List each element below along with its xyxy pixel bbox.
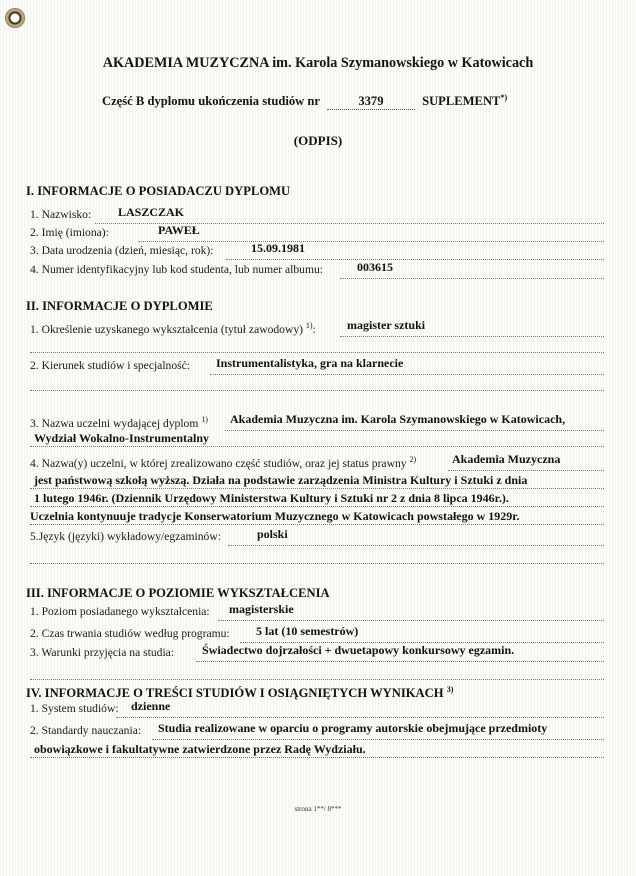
qualification-label-text: 1. Określenie uzyskanego wykształcenia (tytuł zawodowy): [30, 322, 304, 336]
field-of-study-value: Instrumentalistyka, gra na klarnecie: [216, 356, 404, 370]
section-4-heading: [26, 685, 453, 701]
dob-label: 3. Data urodzenia (dzień, miesiąc, rok):: [30, 244, 214, 257]
institution-title: AKADEMIA MUZYCZNA im. Karola Szymanowskiego w Katowicach: [102, 55, 534, 71]
copy-label: (ODPIS): [293, 133, 343, 148]
study-system-label: 1. System studiów:: [30, 702, 119, 715]
studied-at-label: [30, 455, 416, 470]
page-number: strona 1**/ 8***: [294, 805, 342, 813]
issuer-label: [30, 415, 208, 430]
admission-value: Świadectwo dojrzałości + dwuetapowy konkursowy egzamin.: [202, 643, 515, 657]
section-4-footnote-mark: 3): [446, 685, 454, 694]
section-2-heading: II. INFORMACJE O DYPLOMIE: [26, 299, 213, 313]
qualification-value: magister sztuki: [347, 318, 426, 332]
student-id-label: 4. Numer identyfikacyjny lub kod studenta, lub numer albumu:: [30, 263, 324, 276]
qualification-label: [30, 321, 316, 336]
studied-at-line-1: Akademia Muzyczna: [452, 452, 561, 466]
binder-hole: [5, 8, 25, 28]
duration-label: 2. Czas trwania studiów według programu:: [30, 627, 230, 640]
studied-at-line-4: Uczelnia kontynuuje tradycje Konserwatorium Muzycznego w Katowicach powstałego w 1929r.: [30, 509, 520, 523]
surname-label: 1. Nazwisko:: [30, 208, 92, 221]
surname-value: LASZCZAK: [118, 205, 185, 219]
suplement-label: SUPLEMENT: [422, 94, 501, 109]
diploma-prefix: Część B dyplomu ukończenia studiów nr: [102, 94, 320, 109]
diploma-number-line: [102, 93, 507, 110]
issuer-line-1: Akademia Muzyczna im. Karola Szymanowskiego w Katowicach,: [230, 412, 566, 426]
section-4-heading-text: IV. INFORMACJE O TREŚCI STUDIÓW I OSIĄGNIĘTYCH WYNIKACH: [26, 686, 444, 701]
language-value: polski: [257, 527, 288, 541]
suplement-footnote-mark: *): [500, 93, 508, 102]
student-id-value: 003615: [357, 260, 393, 274]
studied-at-label-text: 4. Nazwa(y) uczelni, w której zrealizowano część studiów, oraz jej status prawny: [30, 456, 407, 470]
teaching-standards-line-2: obowiązkowe i fakultatywne zatwierdzone przez Radę Wydziału.: [34, 742, 366, 756]
diploma-number: 3379: [327, 94, 415, 110]
dob-value: 15.09.1981: [251, 241, 305, 255]
education-level-value: magisterskie: [229, 602, 294, 616]
issuer-label-text: 3. Nazwa uczelni wydającej dyplom: [30, 416, 199, 430]
section-1-heading: I. INFORMACJE O POSIADACZU DYPLOMU: [26, 184, 291, 198]
qualification-footnote-mark: 1): [305, 321, 313, 330]
studied-at-line-2: jest państwową szkołą wyższą. Działa na podstawie zarządzenia Ministra Kultury i Sztuki z dnia: [34, 473, 528, 487]
teaching-standards-line-1: Studia realizowane w oparciu o programy autorskie obejmujące przedmioty: [158, 721, 548, 735]
teaching-standards-label: 2. Standardy nauczania:: [30, 724, 142, 737]
firstname-label: 2. Imię (imiona):: [30, 226, 109, 239]
admission-label: 3. Warunki przyjęcia na studia:: [30, 646, 175, 659]
studied-at-line-3: 1 lutego 1946r. (Dziennik Urzędowy Ministerstwa Kultury i Sztuki nr 2 z dnia 8 lipca 1946r.).: [34, 491, 509, 505]
issuer-line-2: Wydział Wokalno-Instrumentalny: [34, 431, 210, 445]
language-label: 5.Język (języki) wykładowy/egzaminów:: [30, 530, 221, 543]
field-of-study-label: 2. Kierunek studiów i specjalność:: [30, 359, 191, 372]
duration-value: 5 lat (10 semestrów): [256, 624, 359, 638]
studied-at-footnote-mark: 2): [409, 455, 417, 464]
qualification-colon: :: [312, 322, 316, 336]
education-level-label: 1. Poziom posiadanego wykształcenia:: [30, 605, 210, 618]
study-system-value: dzienne: [131, 699, 171, 713]
issuer-footnote-mark: 1): [201, 415, 208, 424]
firstname-value: PAWEŁ: [158, 223, 200, 237]
section-3-heading: III. INFORMACJE O POZIOMIE WYKSZTAŁCENIA: [26, 586, 330, 600]
